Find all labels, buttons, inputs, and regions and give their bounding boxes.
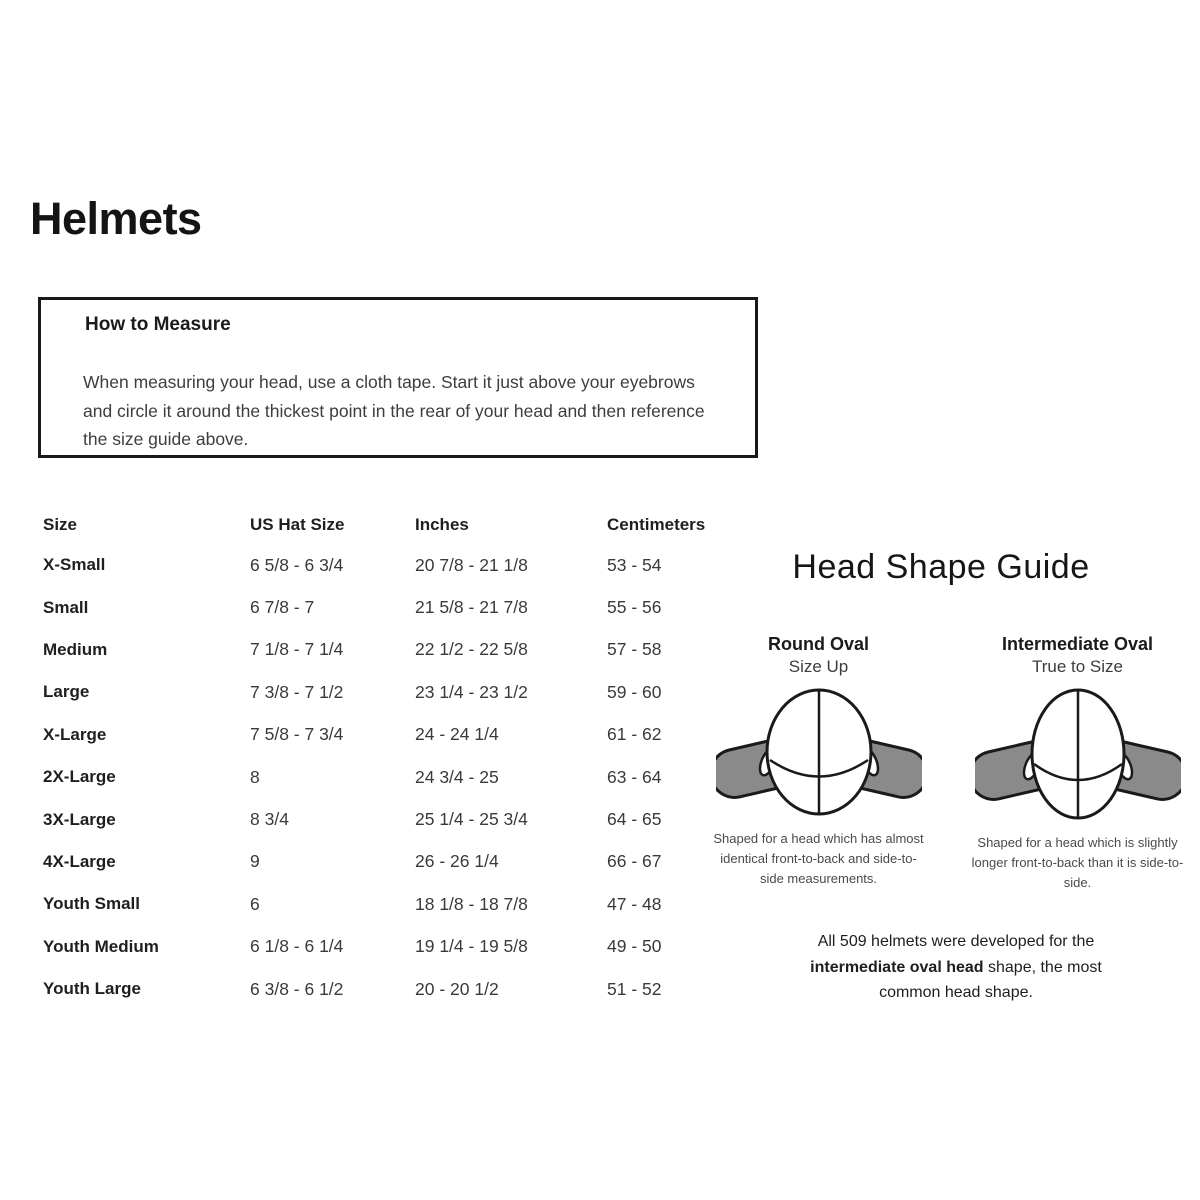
cell-centimeters: 47 - 48 bbox=[607, 893, 662, 914]
cell-inches: 20 - 20 1/2 bbox=[415, 978, 499, 999]
cell-us-hat-size: 9 bbox=[250, 851, 260, 872]
cell-us-hat-size: 6 5/8 - 6 3/4 bbox=[250, 554, 344, 575]
table-row bbox=[43, 968, 733, 1010]
intermediate-oval-head-diagram-icon bbox=[975, 688, 1181, 822]
table-row bbox=[43, 671, 733, 713]
cell-centimeters: 64 - 65 bbox=[607, 809, 662, 830]
cell-inches: 26 - 26 1/4 bbox=[415, 851, 499, 872]
cell-size: Small bbox=[43, 597, 89, 617]
cell-centimeters: 51 - 52 bbox=[607, 978, 662, 999]
cell-inches: 20 7/8 - 21 1/8 bbox=[415, 554, 528, 575]
how-to-measure-title: How to Measure bbox=[85, 314, 231, 335]
table-row bbox=[43, 544, 733, 586]
shape-description: Shaped for a head which has almost identical front-to-back and side-to-side measurements. bbox=[713, 831, 924, 886]
cell-size: 2X-Large bbox=[43, 767, 116, 787]
how-to-measure-box bbox=[38, 297, 758, 458]
cell-inches: 21 5/8 - 21 7/8 bbox=[415, 597, 528, 618]
cell-centimeters: 59 - 60 bbox=[607, 681, 662, 702]
cell-centimeters: 63 - 64 bbox=[607, 766, 662, 787]
cell-us-hat-size: 6 bbox=[250, 893, 260, 914]
cell-centimeters: 61 - 62 bbox=[607, 724, 662, 745]
cell-us-hat-size: 8 3/4 bbox=[250, 809, 289, 830]
size-table bbox=[43, 506, 733, 1010]
cell-size: Youth Large bbox=[43, 979, 141, 999]
header-cell-size: Size bbox=[43, 515, 78, 534]
cell-us-hat-size: 6 3/8 - 6 1/2 bbox=[250, 978, 344, 999]
cell-us-hat-size: 7 3/8 - 7 1/2 bbox=[250, 681, 344, 702]
cell-inches: 22 1/2 - 22 5/8 bbox=[415, 639, 528, 660]
header-cell-inches: Inches bbox=[415, 515, 469, 534]
cell-us-hat-size: 8 bbox=[250, 766, 260, 787]
cell-us-hat-size: 6 7/8 - 7 bbox=[250, 597, 315, 618]
head-shape-guide bbox=[697, 634, 1199, 893]
cell-size: Youth Medium bbox=[43, 936, 159, 956]
cell-us-hat-size: 7 1/8 - 7 1/4 bbox=[250, 639, 344, 660]
note-text-bold: intermediate oval head bbox=[810, 958, 984, 976]
cell-size: 4X-Large bbox=[43, 851, 116, 871]
cell-centimeters: 66 - 67 bbox=[607, 851, 662, 872]
cell-inches: 24 - 24 1/4 bbox=[415, 724, 499, 745]
cell-inches: 18 1/8 - 18 7/8 bbox=[415, 893, 528, 914]
table-row bbox=[43, 841, 733, 883]
cell-inches: 19 1/4 - 19 5/8 bbox=[415, 936, 528, 957]
cell-inches: 24 3/4 - 25 bbox=[415, 766, 499, 787]
cell-size: X-Large bbox=[43, 724, 107, 744]
shape-name: Round Oval bbox=[767, 634, 869, 654]
table-row bbox=[43, 883, 733, 925]
table-row bbox=[43, 629, 733, 671]
cell-centimeters: 57 - 58 bbox=[607, 639, 662, 660]
size-table-body bbox=[43, 544, 733, 1010]
cell-us-hat-size: 7 5/8 - 7 3/4 bbox=[250, 724, 344, 745]
cell-size: X-Small bbox=[43, 555, 106, 575]
head-shape-guide-title: Head Shape Guide bbox=[792, 548, 1090, 586]
table-row bbox=[43, 756, 733, 798]
how-to-measure-body: When measuring your head, use a cloth tape. Start it just above your eyebrows and circle it around the thickest point in the rear of your head and then reference the size guide above. bbox=[83, 372, 705, 449]
cell-size: 3X-Large bbox=[43, 809, 116, 829]
shape-fit-advice: Size Up bbox=[788, 657, 849, 676]
note-text-before: All 509 helmets were developed for the bbox=[817, 933, 1095, 950]
note-text-after: shape, the most common head shape. bbox=[879, 958, 1102, 1001]
cell-centimeters: 55 - 56 bbox=[607, 597, 662, 618]
shape-description: Shaped for a head which is slightly longer front-to-back than it is side-to-side. bbox=[971, 835, 1184, 890]
page-title: Helmets bbox=[30, 193, 202, 244]
cell-us-hat-size: 6 1/8 - 6 1/4 bbox=[250, 936, 344, 957]
cell-size: Large bbox=[43, 682, 90, 702]
cell-centimeters: 53 - 54 bbox=[607, 554, 662, 575]
head-shape-column-intermediate-oval bbox=[956, 634, 1199, 893]
round-oval-head-diagram-icon bbox=[716, 688, 922, 818]
shape-name: Intermediate Oval bbox=[1001, 634, 1154, 654]
size-table-header-row bbox=[43, 506, 733, 544]
table-row bbox=[43, 714, 733, 756]
header-cell-centimeters: Centimeters bbox=[607, 515, 706, 534]
cell-size: Medium bbox=[43, 639, 108, 659]
helmet-development-note bbox=[800, 929, 1112, 1006]
header-cell-us-hat-size: US Hat Size bbox=[250, 515, 345, 534]
head-shape-column-round-oval bbox=[697, 634, 940, 893]
table-row bbox=[43, 926, 733, 968]
cell-inches: 23 1/4 - 23 1/2 bbox=[415, 681, 528, 702]
cell-inches: 25 1/4 - 25 3/4 bbox=[415, 809, 528, 830]
table-row bbox=[43, 586, 733, 628]
cell-size: Youth Small bbox=[43, 894, 140, 914]
cell-centimeters: 49 - 50 bbox=[607, 936, 662, 957]
table-row bbox=[43, 798, 733, 840]
shape-fit-advice: True to Size bbox=[1031, 657, 1124, 676]
